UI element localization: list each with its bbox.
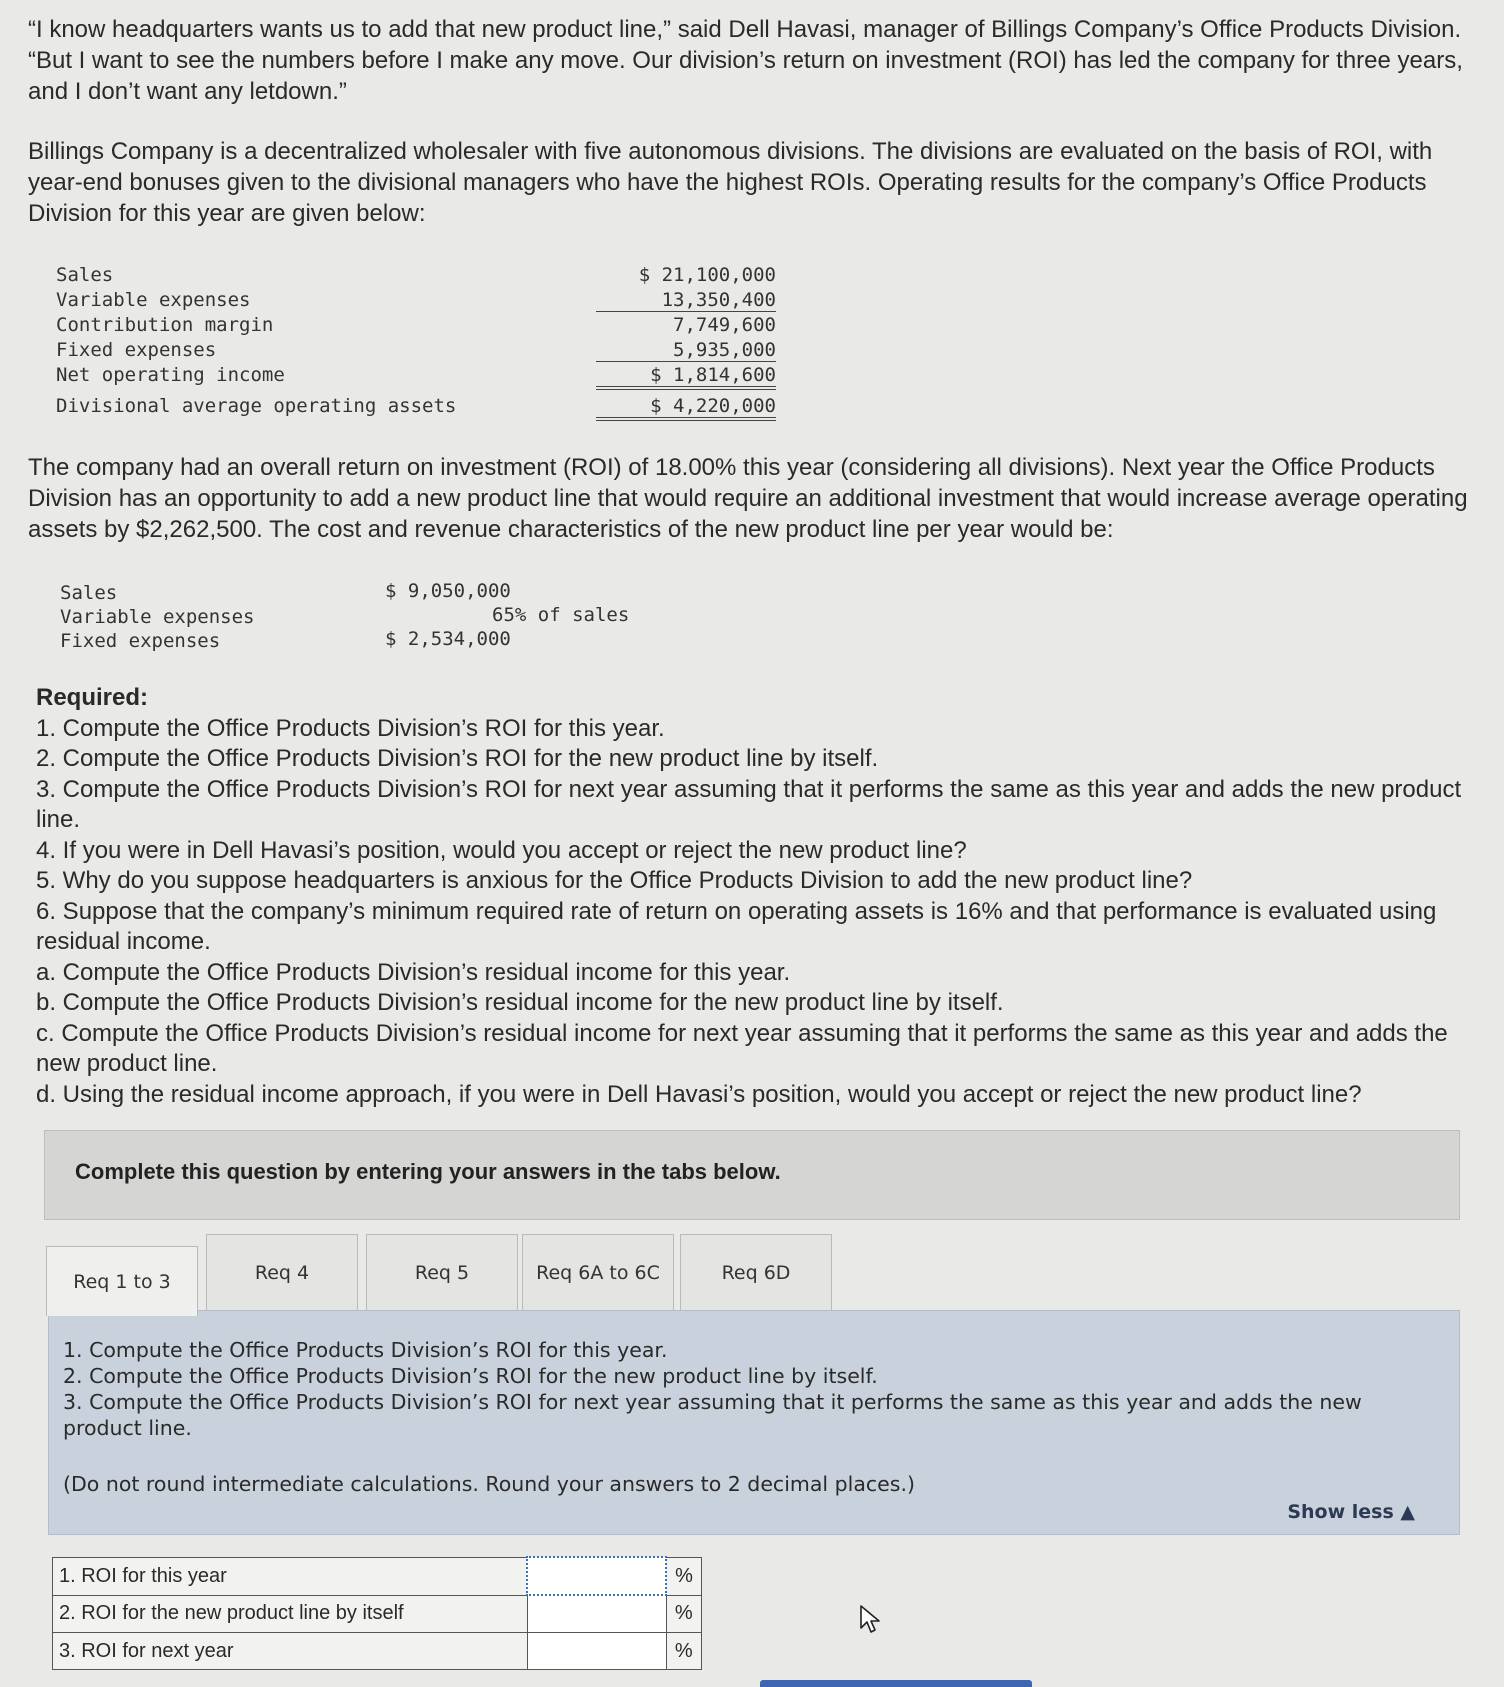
sales-label: Sales — [56, 264, 114, 286]
new-variable-value: 65% of sales — [492, 604, 630, 626]
new-fixed-value: $ 2,534,000 — [385, 628, 511, 650]
required-item: b. Compute the Office Products Division’s residual income for the new product line by itself. — [36, 989, 1004, 1016]
action-button-edge[interactable] — [760, 1680, 1032, 1687]
new-variable-label: Variable expenses — [60, 606, 255, 628]
mouse-cursor-icon — [858, 1604, 882, 1634]
net-operating-income-value: $ 1,814,600 — [596, 364, 776, 390]
tab-req-1-to-3[interactable]: Req 1 to 3 — [46, 1246, 198, 1316]
answer-label-roi-new-line: 2. ROI for the new product line by itself — [53, 1595, 528, 1633]
complete-instructions-banner — [44, 1130, 1460, 1220]
req-tabs — [46, 1234, 886, 1310]
tab-req-6d[interactable]: Req 6D — [680, 1234, 832, 1310]
rounding-note: (Do not round intermediate calculations. Round your answers to 2 decimal places.) — [63, 1472, 915, 1496]
fixed-expenses-value: 5,935,000 — [596, 339, 776, 362]
net-operating-income-label: Net operating income — [56, 364, 285, 386]
average-operating-assets-value: $ 4,220,000 — [596, 395, 776, 421]
panel-line: 3. Compute the Office Products Division’s ROI for next year assuming that it performs the same as this year and adds the new product line. — [63, 1390, 1362, 1440]
show-less-toggle[interactable]: Show less ▲ — [1287, 1501, 1415, 1523]
roi-next-year-input[interactable] — [528, 1634, 666, 1668]
tab-req-5[interactable]: Req 5 — [366, 1234, 518, 1310]
contribution-margin-label: Contribution margin — [56, 314, 274, 336]
variable-expenses-label: Variable expenses — [56, 289, 251, 311]
variable-expenses-value: 13,350,400 — [596, 289, 776, 312]
average-operating-assets-label: Divisional average operating assets — [56, 395, 457, 417]
table-row — [53, 1633, 702, 1670]
table-row — [53, 1595, 702, 1633]
table-row — [53, 1557, 702, 1595]
new-fixed-label: Fixed expenses — [60, 630, 221, 652]
new-sales-value: $ 9,050,000 — [385, 580, 511, 602]
required-list — [36, 683, 1496, 1110]
tab-req-4[interactable]: Req 4 — [206, 1234, 358, 1310]
roi-this-year-input[interactable] — [528, 1559, 665, 1593]
complete-instructions-text: Complete this question by entering your answers in the tabs below. — [75, 1159, 781, 1184]
required-item: d. Using the residual income approach, if you were in Dell Havasi’s position, would you accept or reject the new product line? — [36, 1080, 1362, 1108]
contribution-margin-value: 7,749,600 — [673, 314, 776, 336]
new-sales-label: Sales — [60, 582, 118, 604]
division-results-table — [56, 262, 776, 421]
sales-value: $ 21,100,000 — [638, 264, 776, 286]
required-item: 2. Compute the Office Products Division’s ROI for the new product line by itself. — [36, 745, 879, 772]
percent-unit: % — [666, 1633, 701, 1670]
roi-new-line-input[interactable] — [528, 1597, 666, 1631]
new-line-table — [60, 580, 680, 652]
required-item: a. Compute the Office Products Division’s residual income for this year. — [36, 958, 791, 986]
required-item: 5. Why do you suppose headquarters is anxious for the Office Products Division to add the new product line? — [36, 867, 1193, 894]
tab-req-6a-to-6c[interactable]: Req 6A to 6C — [522, 1234, 674, 1310]
panel-line: 1. Compute the Office Products Division’s ROI for this year. — [63, 1338, 668, 1362]
intro-paragraph-1: “I know headquarters wants us to add that new product line,” said Dell Havasi, manager of Billings Company’s Office Products Division. “But I want to see the numbers before I make any move. Our division’s return on investment (ROI) has led the company for three years, and I don’t want any letdown.” — [28, 16, 1463, 105]
instructions-panel — [48, 1310, 1460, 1535]
answer-label-roi-this-year: 1. ROI for this year — [53, 1557, 528, 1595]
percent-unit: % — [666, 1595, 701, 1633]
answer-label-roi-next-year: 3. ROI for next year — [53, 1633, 528, 1670]
required-item: 4. If you were in Dell Havasi’s position, would you accept or reject the new product line? — [36, 836, 967, 864]
required-item: 3. Compute the Office Products Division’s ROI for next year assuming that it performs the same as this year and adds the new product line. — [36, 775, 1462, 833]
intro-paragraph-2: Billings Company is a decentralized wholesaler with five autonomous divisions. The divisions are evaluated on the basis of ROI, with year-end bonuses given to the divisional managers who have the highest ROIs. Operating results for the company’s Office Products Division for this year are given below: — [28, 138, 1433, 227]
fixed-expenses-label: Fixed expenses — [56, 339, 217, 361]
roi-answer-table — [52, 1556, 702, 1670]
required-item: 1. Compute the Office Products Division’s ROI for this year. — [36, 714, 665, 742]
panel-line: 2. Compute the Office Products Division’s ROI for the new product line by itself. — [63, 1364, 878, 1388]
required-title: Required: — [36, 684, 149, 711]
intro-paragraph-3: The company had an overall return on investment (ROI) of 18.00% this year (considering all divisions). Next year the Office Products Division has an opportunity to add a new product line that would require an additional investment that would increase average operating assets by $2,262,500. The cost and revenue characteristics of the new product line per year would be: — [28, 454, 1468, 543]
required-item: c. Compute the Office Products Division’s residual income for next year assuming that it performs the same as this year and adds the new product line. — [36, 1019, 1448, 1077]
percent-unit: % — [666, 1557, 701, 1595]
required-item: 6. Suppose that the company’s minimum required rate of return on operating assets is 16% and that performance is evaluated using residual income. — [36, 897, 1437, 955]
